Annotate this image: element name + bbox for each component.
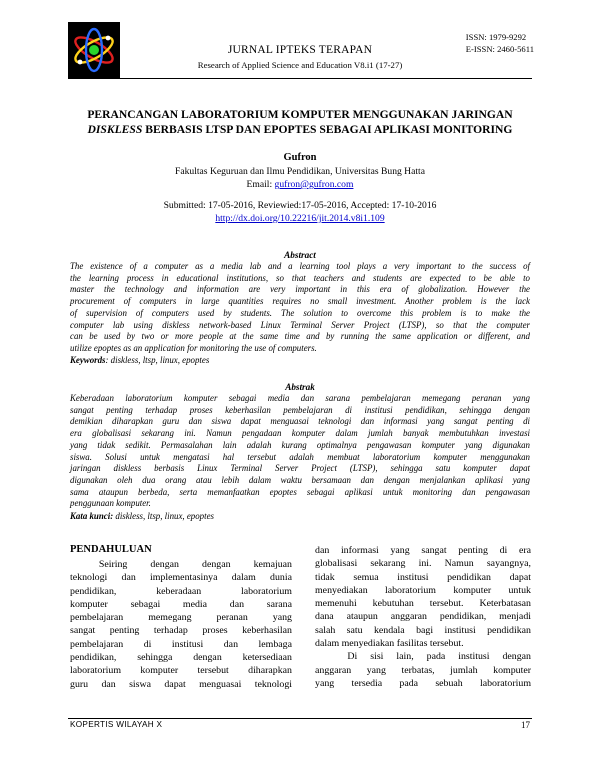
footer-divider xyxy=(68,718,532,719)
kata-kunci-label: Kata kunci: xyxy=(70,511,114,521)
abstract-line: The existence of a computer as a media lab and a learning tool plays a very important to the success of xyxy=(70,261,530,271)
author-affiliation: Fakultas Keguruan dan Ilmu Pendidikan, Universitas Bung Hatta xyxy=(175,166,425,177)
body-line: salah satu kendala bagi institusi pendidikan xyxy=(315,624,531,636)
body-line: anggaran yang terbatas, jumlah komputer xyxy=(315,664,531,676)
body-line: komputer sebagai media dan sarana xyxy=(70,598,292,610)
body-line: menyediakan laboratorium komputer untuk xyxy=(315,584,531,596)
paper-title-italic: DISKLESS xyxy=(87,123,143,136)
body-column-left xyxy=(70,558,292,691)
abstrak-body xyxy=(70,393,530,510)
author-email xyxy=(0,179,600,190)
abstract-body xyxy=(70,261,530,355)
body-line: globalisasi sekarang ini. Namun sayangnya, xyxy=(315,558,531,570)
abstrak-line: yang tidak sedikit. Permasalahan lain adalah kurang optimalnya pengawasan komputer yang digunakan xyxy=(70,439,530,450)
abstract-line: utilize epoptes as an application for monitoring the use of computers. xyxy=(70,342,317,353)
doi-link[interactable]: http://dx.doi.org/10.22216/jit.2014.v8i1.109 xyxy=(215,213,385,224)
abstrak-line: demikian diharapkan guru dan siswa dapat menguasai teknologi dan informasi yang sangat penting di xyxy=(70,416,530,427)
eissn-text: E-ISSN: 2460-5611 xyxy=(465,44,534,54)
keywords-label: Keywords xyxy=(70,355,106,365)
body-line: teknologi dan implementasinya dalam dunia xyxy=(70,572,292,584)
paper-title-rest: BERBASIS LTSP DAN EPOPTES SEBAGAI APLIKASI MONITORING xyxy=(142,123,513,136)
abstrak-line: sama ataupun berbeda, serta memanfaatkan epoptes sebagai aplikasi untuk monitoring dan pengawasan xyxy=(70,486,530,497)
body-line: pembelajaran memegang peranan yang xyxy=(70,612,292,624)
abstrak-line: Keberadaan laboratorium komputer sebagai media dan sarana pembelajaran memegang peranan yang xyxy=(70,393,530,403)
abstrak-line: siswa. Solusi untuk mengatasi hal tersebut adalah membuat laboratorium komputer menggunakan xyxy=(70,451,530,462)
abstract-line: of supervision of computers used by students. The solution to overcome this problem is to make the xyxy=(70,307,530,318)
issn-text: ISSN: 1979-9292 xyxy=(465,32,527,42)
email-label: Email: xyxy=(246,179,275,190)
paper-title-line1: PERANCANGAN LABORATORIUM KOMPUTER MENGGUNAKAN JARINGAN xyxy=(87,108,513,121)
abstract-line: the learning process in educational institutions, so that teachers and students are expected to be able to xyxy=(70,272,530,283)
body-line: yang tersedia pada sebuah laboratorium xyxy=(315,677,531,689)
section-heading: PENDAHULUAN xyxy=(70,544,152,555)
body-line: sangat penting terhadap proses keberhasilan xyxy=(70,625,292,637)
body-line: pendidikan, sehingga dengan ketersediaan xyxy=(70,652,292,664)
author-name: Gufron xyxy=(283,152,317,163)
body-line: tidak semua institusi pendidikan dapat xyxy=(315,571,531,583)
paper-title-line2 xyxy=(70,122,530,137)
journal-subtitle: Research of Applied Science and Education V8.i1 (17-27) xyxy=(197,60,403,70)
abstract-line: master the technology and information are very important in this era of globalization. However the xyxy=(70,284,530,295)
journal-title: JURNAL IPTEKS TERAPAN xyxy=(227,44,373,56)
abstrak-line: digunakan oleh dua orang atau lebih dalam waktu bersamaan dan dengan menjalankan aplikasi yang xyxy=(70,474,530,485)
body-line: pembelajaran di institusi dan lembaga xyxy=(70,638,292,650)
abstract-line: computer lab using diskless network-based Linux Terminal Server Project (LTSP), so that the computer xyxy=(70,319,530,330)
kata-kunci-line xyxy=(70,511,530,521)
body-line: memenuhi kebutuhan tersebut. Keterbatasan xyxy=(315,598,531,610)
page-number: 17 xyxy=(521,720,530,730)
abstract-heading: Abstract xyxy=(284,250,316,260)
footer-publisher: KOPERTIS WILAYAH X xyxy=(70,720,163,729)
abstrak-line: penggunaan komputer. xyxy=(70,498,151,509)
doi-line xyxy=(0,213,600,224)
body-line: guru dan siswa dapat menguasai teknologi xyxy=(70,678,292,690)
kata-kunci-text: diskless, ltsp, linux, epoptes xyxy=(113,511,214,521)
abstract-line: procurement of computers in large quantities requires no small investment. Another problem is the lack xyxy=(70,296,530,307)
body-column-right xyxy=(315,544,531,690)
abstrak-line: era globalisasi sekarang ini. Namun pengadaan komputer dalam jumlah banyak membutuhkan investasi xyxy=(70,428,530,439)
header-divider xyxy=(68,78,532,79)
body-line: pendidikan, keberadaan laboratorium xyxy=(70,585,292,597)
body-line: dana ataupun anggaran pendidikan, menjadi xyxy=(315,611,531,623)
body-line: Seiring dengan dengan kemajuan xyxy=(70,559,292,570)
body-line: dan informasi yang sangat penting di era xyxy=(315,545,531,556)
abstrak-line: sangat penting terhadap proses keberhasilan pembelajaran di institusi pendidikan, sehingga dengan xyxy=(70,404,530,415)
submission-dates: Submitted: 17-05-2016, Reviewied:17-05-2016, Accepted: 17-10-2016 xyxy=(163,200,437,211)
email-link[interactable]: gufron@gufron.com xyxy=(274,179,354,190)
body-line: Di sisi lain, pada institusi dengan xyxy=(315,651,531,663)
body-line: laboratorium komputer tersebut diharapkan xyxy=(70,665,292,677)
keywords-line xyxy=(70,355,530,365)
abstract-line: can be used by two or more people at the same time and by running the same application or different, and xyxy=(70,331,530,342)
abstrak-line: jaringan diskless berbasis Linux Terminal Server Project (LTSP), sehingga satu komputer dapat xyxy=(70,463,530,474)
body-line: dalam menyediakan fasilitas tersebut. xyxy=(315,638,464,650)
paper-title xyxy=(70,107,530,137)
abstrak-heading: Abstrak xyxy=(285,382,315,392)
keywords-text: : diskless, ltsp, linux, epoptes xyxy=(105,355,210,365)
